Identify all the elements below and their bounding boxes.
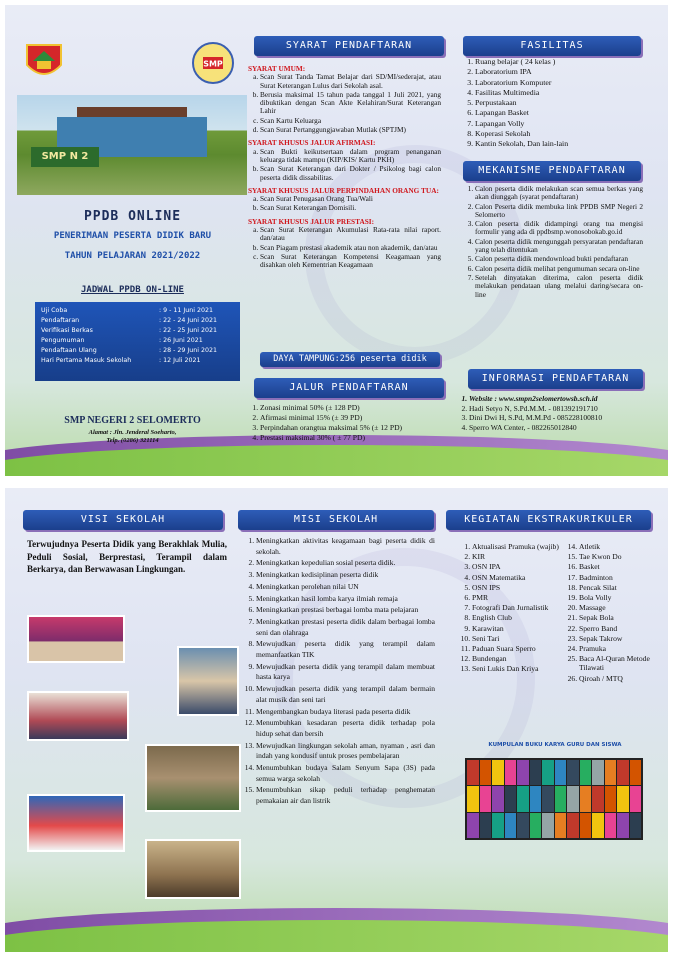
school-phone: Telp. (0286) 321114: [106, 437, 159, 444]
book-cover: [555, 760, 567, 785]
ekstra-item: 18. Pencak Silat: [579, 583, 665, 592]
syarat-prestasi-item: b. Scan Piagam prestasi akademik atau non akademik, dan/atau: [260, 244, 441, 252]
ppdb-title: PPDB ONLINE: [83, 209, 182, 224]
book-cover: [505, 760, 517, 785]
informasi-item: 2. Hadi Setyo N, S.Pd.M.M. - 081392191710: [469, 405, 657, 414]
syarat-umum-heading: SYARAT UMUM:: [248, 64, 306, 73]
ekstra-item: 3. OSN IPA: [472, 562, 563, 571]
misi-item: 2. Meningkatkan kepedulian sosial peserta didik.: [256, 558, 435, 569]
mekanisme-item: 6. Calon peserta didik melihat pengumuman secara on-line: [475, 265, 643, 273]
ekstra-item: 6. PMR: [472, 593, 563, 602]
misi-item: 11. Mengembangkan budaya literasi pada peserta didik: [256, 707, 435, 718]
book-cover: [530, 813, 542, 838]
book-cover: [542, 760, 554, 785]
jadwal-row: [41, 346, 234, 356]
ekstra-item: 21. Sepak Bola: [579, 613, 665, 622]
book-cover: [480, 760, 492, 785]
ekstra-item: 19. Bola Volly: [579, 593, 665, 602]
book-cover: [542, 813, 554, 838]
book-cover: [555, 786, 567, 811]
jadwal-label: Pengumuman: [41, 337, 85, 344]
activity-photo-1: [27, 615, 125, 663]
syarat-pindah-item: a. Scan Surat Penugasan Orang Tua/Wali: [260, 195, 441, 203]
ekstra-item: 16. Basket: [579, 562, 665, 571]
jadwal-label: Pendaftaran: [41, 317, 80, 324]
syarat-umum-item: d. Scan Surat Pertanggungjawaban Mutlak (SPTJM): [260, 126, 441, 134]
fasilitas-banner: FASILITAS: [463, 36, 641, 56]
ekstra-item: 10. Seni Tari: [472, 634, 563, 643]
mekanisme-list: [463, 185, 643, 300]
ekstra-item: 14. Atletik: [579, 542, 665, 551]
misi-list: [241, 536, 435, 808]
misi-item: 15. Menumbuhkan sikap peduli terhadap penghematan pemakaian air dan listrik: [256, 785, 435, 806]
syarat-afirmasi-list: [248, 148, 441, 182]
misi-item: 14. Menumbuhkan budaya Salam Senyum Sapa (3S) pada semua warga sekolah: [256, 763, 435, 784]
regency-logo-icon: [23, 41, 65, 83]
book-cover: [505, 813, 517, 838]
ekstra-item: 4. OSN Matematika: [472, 573, 563, 582]
school-building-photo: [17, 95, 247, 195]
book-cover: [617, 760, 629, 785]
mekanisme-banner: MEKANISME PENDAFTARAN: [463, 161, 641, 181]
misi-item: 8. Mewujudkan peserta didik yang terampil dalam memanfaatkan TIK: [256, 639, 435, 660]
book-cover: [630, 760, 642, 785]
book-cover: [480, 786, 492, 811]
book-cover: [517, 813, 529, 838]
syarat-umum-item: c. Scan Kartu Keluarga: [260, 117, 441, 125]
misi-item: 1. Meningkatkan aktivitas keagamaan bagi peserta didik di sekolah.: [256, 536, 435, 557]
jadwal-row: [41, 326, 234, 336]
mekanisme-item: 1. Calon peserta didik melakukan scan semua berkas yang akan diunggah (syarat pendaftaran): [475, 185, 643, 202]
ekstra-item: 22. Sperro Band: [579, 624, 665, 633]
book-cover: [630, 786, 642, 811]
syarat-prestasi-item: a. Scan Surat Keterangan Akumulasi Rata-rata nilai raport. dan/atau: [260, 226, 441, 243]
misi-item: 12. Menumbuhkan kesadaran peserta didik terhadap pola hidup sehat dan bersih: [256, 718, 435, 739]
informasi-item: 1. Website : www.smpn2selomertowsb.sch.id: [469, 395, 657, 404]
jadwal-date: : 28 - 29 Juni 2021: [159, 347, 218, 354]
book-cover: [580, 760, 592, 785]
syarat-prestasi-heading: SYARAT KHUSUS JALUR PRESTASI:: [248, 216, 375, 226]
ekstra-item: 8. English Club: [472, 613, 563, 622]
book-cover: [567, 786, 579, 811]
ekstra-list-1: [458, 542, 563, 675]
jadwal-label: Verifikasi Berkas: [41, 327, 93, 334]
jadwal-row: [41, 316, 234, 326]
books-title: KUMPULAN BUKU KARYA GURU DAN SISWA: [488, 742, 622, 748]
ppdb-subtitle-1: PENERIMAAN PESERTA DIDIK BARU: [53, 231, 212, 241]
book-cover: [567, 813, 579, 838]
jalur-item: 2. Afirmasi minimal 15% (± 39 PD): [260, 413, 448, 422]
book-cover: [617, 813, 629, 838]
book-cover: [567, 760, 579, 785]
jadwal-date: : 9 - 11 Juni 2021: [159, 307, 214, 314]
book-cover: [580, 813, 592, 838]
jadwal-row: [41, 336, 234, 346]
syarat-umum-item: a. Scan Surat Tanda Tamat Belajar dari SD/MI/sederajat, atau Surat Keterangan Lulus dari Sekolah asal.: [260, 73, 441, 90]
ekstra-item: 24. Pramuka: [579, 644, 665, 653]
visi-text: Terwujudnya Peserta Didik yang Berakhlak Mulia, Peduli Sosial, Berprestasi, Terampil dalam Berkarya, dan Berwawasan Lingkungan.: [27, 539, 227, 574]
syarat-section: [248, 65, 441, 271]
book-cover: [555, 813, 567, 838]
jadwal-date: : 26 Juni 2021: [159, 337, 203, 344]
ekstra-item: 9. Karawitan: [472, 624, 563, 633]
misi-item: 6. Meningkatkan prestasi berbagai lomba mata pelajaran: [256, 605, 435, 616]
book-cover: [542, 786, 554, 811]
jalur-item: 1. Zonasi minimal 50% (± 128 PD): [260, 403, 448, 412]
jalur-item: 3. Perpindahan orangtua maksimal 5% (± 12 PD): [260, 423, 448, 432]
book-cover: [592, 786, 604, 811]
fasilitas-item: 3. Laboratorium Komputer: [475, 78, 643, 87]
school-sign: SMP N 2: [31, 147, 99, 167]
mekanisme-item: 5. Calon peserta didik mendownload bukti pendaftaran: [475, 255, 643, 263]
ppdb-subtitle-2: TAHUN PELAJARAN 2021/2022: [64, 251, 201, 261]
book-cover: [517, 760, 529, 785]
jadwal-title: JADWAL PPDB ON-LINE: [81, 285, 184, 295]
ekstra-list-2: [565, 542, 665, 684]
ekstra-item: 25. Baca Al-Quran Metode Tilawati: [579, 654, 665, 672]
mekanisme-item: 4. Calon peserta didik mengunggah persyaratan pendaftaran yang telah ditentukan: [475, 238, 643, 255]
book-cover: [505, 786, 517, 811]
fasilitas-list: [463, 57, 643, 150]
fasilitas-item: 1. Ruang belajar ( 24 kelas ): [475, 57, 643, 66]
jadwal-row: [41, 306, 234, 316]
syarat-prestasi-item: c. Scan Surat Keterangan Kompetensi Keagamaan yang disahkan oleh Kementrian Keagamaan: [260, 253, 441, 270]
book-cover: [517, 786, 529, 811]
smp-logo-icon: [191, 41, 235, 85]
book-cover: [467, 813, 479, 838]
jalur-list: [248, 403, 448, 443]
school-address: Alamat : Jln. Jenderal Soeharto,: [88, 429, 177, 436]
misi-item: 7. Meningkatkan prestasi peserta didik dalam berbagai lomba seni dan olahraga: [256, 617, 435, 638]
ekstra-item: 2. KIR: [472, 552, 563, 561]
syarat-pindah-list: [248, 195, 441, 213]
syarat-prestasi-list: [248, 226, 441, 269]
ekstra-item: 20. Massage: [579, 603, 665, 612]
svg-text:SMP: SMP: [203, 59, 223, 69]
book-cover: [630, 813, 642, 838]
syarat-umum-item: b. Berusia maksimal 15 tahun pada tanggal 1 Juli 2021, yang dibuktikan dengan Scan Akte Kelahiran/Surat Keterangan Lahir: [260, 91, 441, 116]
fasilitas-item: 6. Lapangan Basket: [475, 108, 643, 117]
misi-item: 3. Meningkatkan kedisiplinan peserta didik: [256, 570, 435, 581]
book-cover: [492, 760, 504, 785]
syarat-afirmasi-item: a. Scan Bukti keikutsertaan dalam program penanganan keluarga tidak mampu (KIP/KIS/ Kartu PKH): [260, 148, 441, 165]
book-cover: [605, 813, 617, 838]
ekstra-item: 5. OSN IPS: [472, 583, 563, 592]
jadwal-table: [35, 302, 240, 381]
fasilitas-item: 5. Perpustakaan: [475, 98, 643, 107]
ekstra-item: 15. Tae Kwon Do: [579, 552, 665, 561]
activity-photo-6: [145, 839, 241, 899]
syarat-afirmasi-heading: SYARAT KHUSUS JALUR AFIRMASI:: [248, 138, 376, 148]
ekstra-item: 7. Fotografi Dan Jurnalistik: [472, 603, 563, 612]
book-cover: [492, 813, 504, 838]
book-cover: [492, 786, 504, 811]
ekstra-item: 11. Paduan Suara Sperro: [472, 644, 563, 653]
book-cover: [605, 760, 617, 785]
ekstra-banner: KEGIATAN EKSTRAKURIKULER: [446, 510, 651, 530]
ekstra-item: 17. Badminton: [579, 573, 665, 582]
book-collection-image: [465, 758, 643, 840]
misi-item: 4. Meningkatkan perolehan nilai UN: [256, 582, 435, 593]
jadwal-date: : 22 - 25 Juni 2021: [159, 327, 218, 334]
syarat-banner: SYARAT PENDAFTARAN: [254, 36, 444, 56]
brochure-page-1: [5, 5, 668, 476]
jadwal-label: Uji Coba: [41, 307, 68, 314]
book-cover: [530, 760, 542, 785]
book-cover: [467, 786, 479, 811]
informasi-item: 3. Dini Dwi H, S.Pd, M.M.Pd - 085228100810: [469, 414, 657, 423]
visi-banner: VISI SEKOLAH: [23, 510, 223, 530]
ekstra-item: 12. Bundengan: [472, 654, 563, 663]
misi-item: 5. Meningkatkan hasil lomba karya ilmiah remaja: [256, 594, 435, 605]
informasi-item: 4. Sperro WA Center, - 082265012840: [469, 424, 657, 433]
jalur-banner: JALUR PENDAFTARAN: [254, 378, 444, 398]
fasilitas-item: 8. Koperasi Sekolah: [475, 129, 643, 138]
jadwal-date: : 12 Juli 2021: [159, 357, 201, 364]
book-cover: [530, 786, 542, 811]
fasilitas-item: 9. Kantin Sekolah, Dan lain-lain: [475, 139, 643, 148]
activity-photo-4: [145, 744, 241, 812]
fasilitas-item: 7. Lapangan Volly: [475, 119, 643, 128]
ekstra-item: 23. Sepak Takrow: [579, 634, 665, 643]
jadwal-row: [41, 356, 234, 366]
book-cover: [617, 786, 629, 811]
book-cover: [580, 786, 592, 811]
jadwal-label: Hari Pertama Masuk Sekolah: [41, 357, 132, 364]
ekstra-item: 13. Seni Lukis Dan Kriya: [472, 664, 563, 673]
informasi-banner: INFORMASI PENDAFTARAN: [468, 369, 643, 389]
activity-photo-5: [27, 794, 125, 852]
fasilitas-item: 2. Laboratorium IPA: [475, 67, 643, 76]
mekanisme-item: 2. Calon Peserta didik membuka link PPDB SMP Negeri 2 Selomerto: [475, 203, 643, 220]
misi-item: 9. Mewujudkan peserta didik yang terampil dalam membuat hasta karya: [256, 662, 435, 683]
syarat-afirmasi-item: b. Scan Surat Keterangan dari Dokter / Psikolog bagi calon peserta didik dissabilitas.: [260, 165, 441, 182]
activity-photo-2: [177, 646, 239, 716]
syarat-pindah-item: b. Scan Surat Keterangan Domisili.: [260, 204, 441, 212]
misi-item: 13. Mewujudkan lingkungan sekolah aman, nyaman , asri dan indah yang kondusif untuk proses pembelajaran: [256, 741, 435, 762]
brochure-page-2: [5, 488, 668, 952]
syarat-umum-list: [248, 73, 441, 134]
informasi-list: [457, 395, 657, 433]
daya-tampung-banner: DAYA TAMPUNG:256 peserta didik: [260, 352, 440, 367]
book-cover: [592, 760, 604, 785]
book-cover: [480, 813, 492, 838]
jalur-item: 4. Prestasi maksimal 30% ( ± 77 PD): [260, 433, 448, 442]
misi-item: 10. Mewujudkan peserta didik yang terampil dalam bermain alat musik dan seni tari: [256, 684, 435, 705]
ekstra-item: 1. Aktualisasi Pramuka (wajib): [472, 542, 563, 551]
jadwal-date: : 22 - 24 Juni 2021: [159, 317, 218, 324]
misi-banner: MISI SEKOLAH: [238, 510, 434, 530]
book-cover: [592, 813, 604, 838]
activity-photo-3: [27, 691, 129, 741]
mekanisme-item: 7. Setelah dinyatakan diterima, calon peserta didik melakukan pendataan ulang melalui daring/secara on-line: [475, 274, 643, 299]
syarat-pindah-heading: SYARAT KHUSUS JALUR PERPINDAHAN ORANG TUA:: [248, 185, 439, 195]
mekanisme-item: 3. Calon peserta didik didampingi orang tua mengisi formulir yang ada di ppdbsmp.wonosobokab.go.id: [475, 220, 643, 237]
ekstra-item: 26. Qiroah / MTQ: [579, 674, 665, 683]
fasilitas-item: 4. Fasilitas Multimedia: [475, 88, 643, 97]
book-cover: [467, 760, 479, 785]
school-name: SMP NEGERI 2 SELOMERTO: [64, 415, 201, 426]
book-cover: [605, 786, 617, 811]
jadwal-label: Pendaftaan Ulang: [41, 347, 97, 354]
